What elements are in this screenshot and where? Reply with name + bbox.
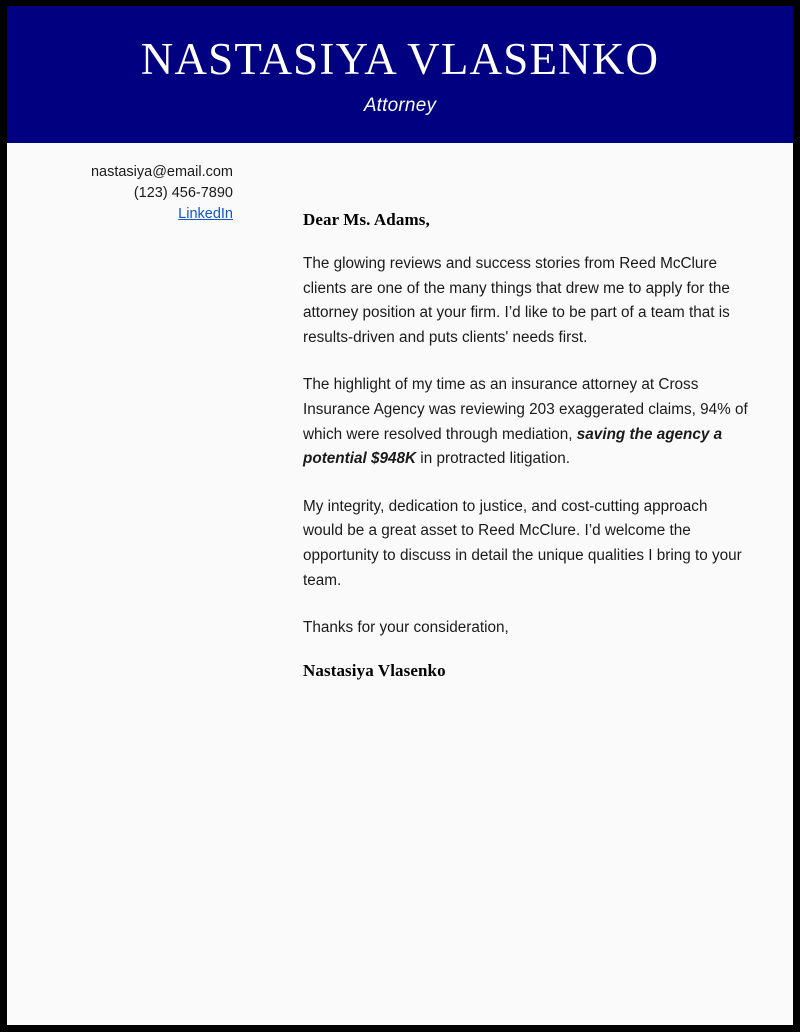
header-banner: [7, 6, 793, 143]
contact-email: nastasiya@email.com: [90, 164, 233, 180]
job-title-subtitle: Attorney: [363, 94, 437, 116]
page-title: NASTASIYA VLASENKO: [140, 34, 660, 85]
paragraph-2: [303, 373, 751, 471]
paragraph-2-text-after: in protracted litigation.: [416, 450, 570, 468]
paragraph-1: The glowing reviews and success stories from Reed McClure clients are one of the many things that drew me to apply for the attorney position at your firm. I’d like to be part of a team that is results-driven and puts clients' needs first.: [303, 255, 730, 346]
cover-letter-page: [7, 6, 793, 1025]
paragraph-2-text-before: The highlight of my time as an insurance attorney at Cross Insurance Agency was reviewing 203 exaggerated claims, 94% of which were resolved through mediation,: [303, 376, 748, 443]
salutation: Dear Ms. Adams,: [303, 210, 430, 229]
letter-text-column: [233, 162, 793, 681]
paragraph-2-emphasis: saving the agency a potential $948K: [303, 425, 723, 468]
paragraph-3: My integrity, dedication to justice, and cost-cutting approach would be a great asset to Reed McClure. I’d welcome the opportunity to discuss in detail the unique qualities I bring to your team.: [303, 497, 742, 589]
letter-body: [7, 143, 793, 681]
closing-line: Thanks for your consideration,: [303, 619, 509, 637]
linkedin-link[interactable]: LinkedIn: [178, 206, 233, 222]
signature-name: Nastasiya Vlasenko: [303, 660, 446, 680]
contact-info-block: [7, 162, 233, 225]
contact-phone: (123) 456-7890: [133, 185, 233, 201]
